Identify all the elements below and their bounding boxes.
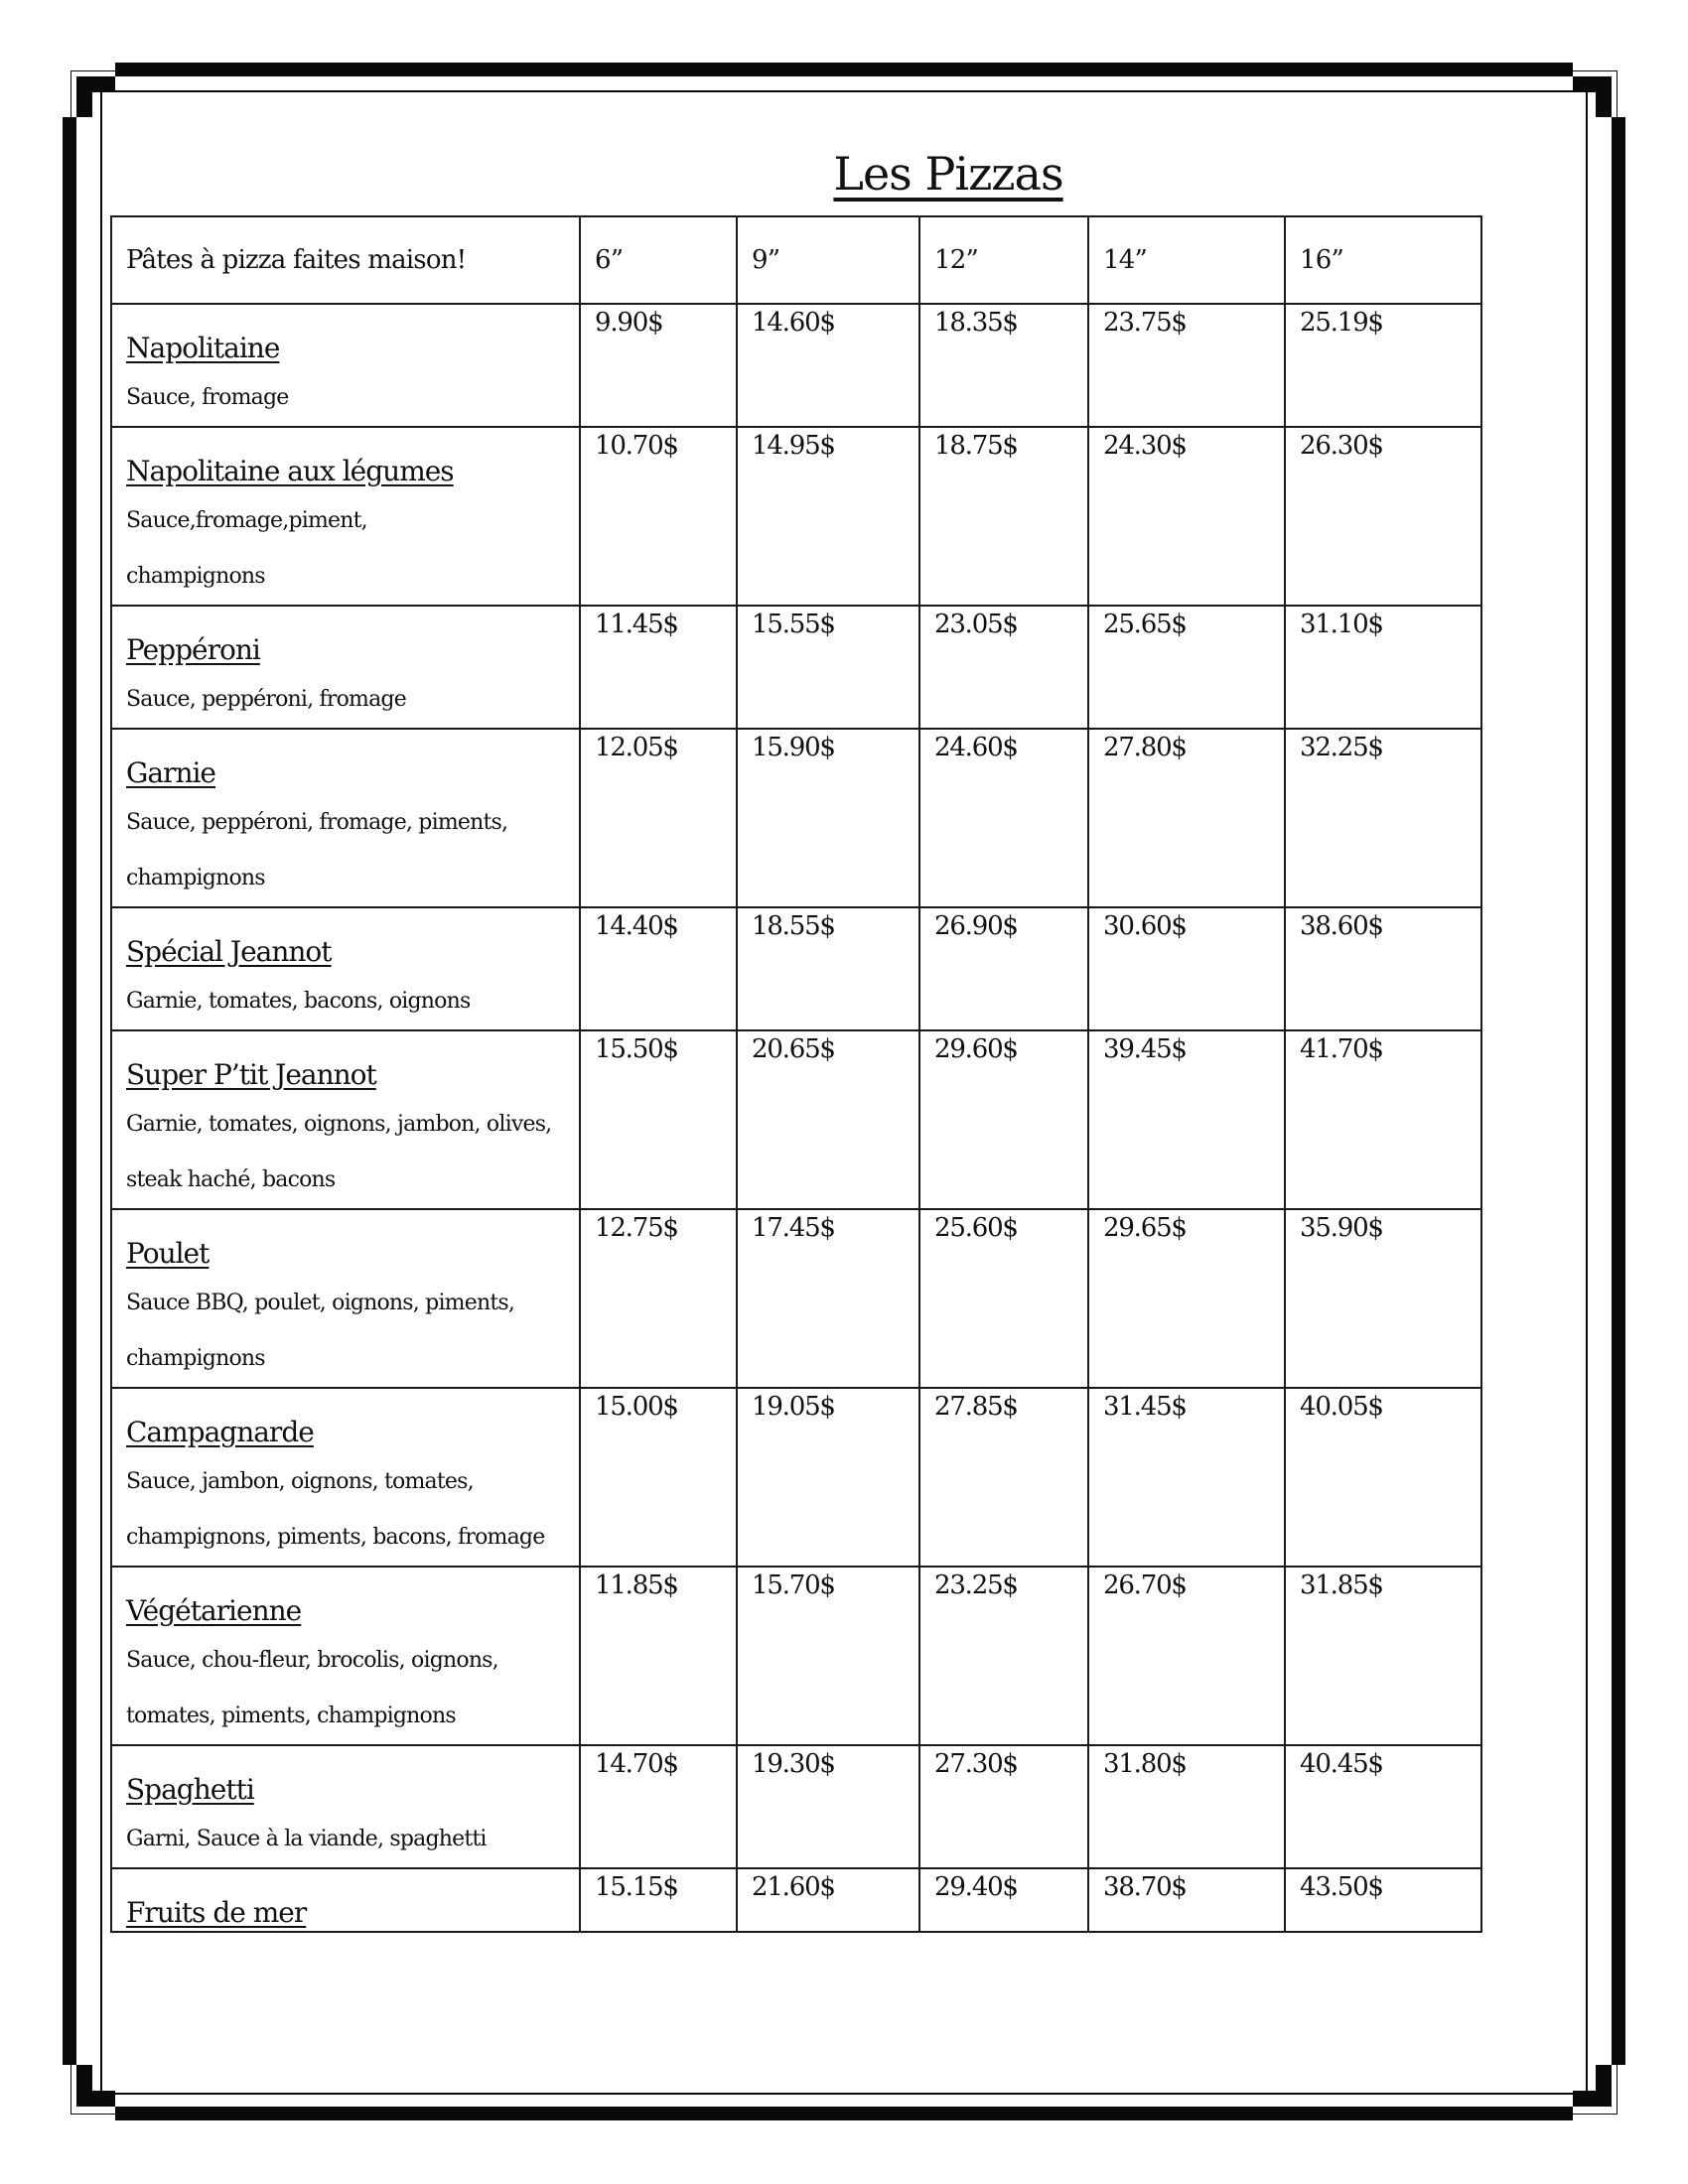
pizza-cell: [111, 1567, 580, 1745]
pizza-description-line: Sauce, chou-fleur, brocolis, oignons,: [126, 1648, 498, 1673]
price-cell: 25.60$: [919, 1209, 1088, 1388]
price-cell: 19.05$: [737, 1388, 919, 1567]
pizza-description-line: Garnie, tomates, oignons, jambon, olives,: [126, 1112, 552, 1137]
pizza-description-line: champignons, piments, bacons, fromage: [126, 1525, 545, 1550]
pizza-description: [126, 1633, 565, 1744]
pizza-description-line: Sauce, jambon, oignons, tomates,: [126, 1469, 474, 1494]
pizza-cell: [111, 304, 580, 427]
pizza-name: Poulet: [126, 1237, 210, 1270]
pizza-name: Super P’tit Jeannot: [126, 1058, 376, 1091]
price-cell: 25.65$: [1088, 606, 1285, 729]
pizza-name: Garnie: [126, 756, 216, 789]
price-cell: 38.60$: [1285, 907, 1481, 1030]
price-cell: 27.30$: [919, 1745, 1088, 1868]
pizza-cell: [111, 1745, 580, 1868]
pizza-description: [126, 795, 565, 906]
price-cell: 18.75$: [919, 427, 1088, 606]
price-cell: 21.60$: [737, 1868, 919, 1932]
price-cell: 26.30$: [1285, 427, 1481, 606]
price-cell: 11.45$: [580, 606, 737, 729]
pizza-description: [126, 1097, 565, 1208]
table-row: [111, 304, 1481, 427]
pizza-description: Sauce, peppéroni, fromage: [126, 687, 406, 712]
price-cell: 17.45$: [737, 1209, 919, 1388]
price-cell: 24.30$: [1088, 427, 1285, 606]
page-title: Les Pizzas: [833, 147, 1063, 201]
price-cell: 14.40$: [580, 907, 737, 1030]
price-cell: 40.05$: [1285, 1388, 1481, 1567]
pizza-cell: [111, 1030, 580, 1209]
price-cell: 29.65$: [1088, 1209, 1285, 1388]
table-row: [111, 1745, 1481, 1868]
pizza-description-line: Sauce,fromage,piment,: [126, 508, 367, 533]
price-cell: 18.55$: [737, 907, 919, 1030]
table-row: [111, 907, 1481, 1030]
price-cell: 25.19$: [1285, 304, 1481, 427]
price-cell: 30.60$: [1088, 907, 1285, 1030]
pizza-description-line: champignons: [126, 866, 265, 890]
pizza-cell: [111, 907, 580, 1030]
price-cell: 40.45$: [1285, 1745, 1481, 1868]
pizza-cell: [111, 1209, 580, 1388]
table-row: [111, 427, 1481, 606]
price-cell: 35.90$: [1285, 1209, 1481, 1388]
pizza-description-line: tomates, piments, champignons: [126, 1704, 456, 1728]
price-cell: 27.80$: [1088, 729, 1285, 907]
price-cell: 15.00$: [580, 1388, 737, 1567]
price-cell: 27.85$: [919, 1388, 1088, 1567]
price-cell: 31.45$: [1088, 1388, 1285, 1567]
table-row: [111, 729, 1481, 907]
pizza-cell: [111, 606, 580, 729]
price-cell: 15.55$: [737, 606, 919, 729]
pizza-name: Spécial Jeannot: [126, 935, 332, 968]
header-crust-label: Pâtes à pizza faites maison!: [111, 216, 580, 304]
price-cell: 15.50$: [580, 1030, 737, 1209]
pizza-name: Napolitaine aux légumes: [126, 455, 454, 487]
price-cell: 14.60$: [737, 304, 919, 427]
price-cell: 14.70$: [580, 1745, 737, 1868]
table-row: [111, 606, 1481, 729]
pizza-cell: [111, 729, 580, 907]
price-cell: 9.90$: [580, 304, 737, 427]
price-cell: 32.25$: [1285, 729, 1481, 907]
pizza-name: Spaghetti: [126, 1773, 254, 1806]
pizza-cell: [111, 1868, 580, 1932]
pizza-description-line: champignons: [126, 564, 265, 589]
pizza-name: Campagnarde: [126, 1416, 314, 1448]
price-cell: 38.70$: [1088, 1868, 1285, 1932]
price-cell: 14.95$: [737, 427, 919, 606]
pizza-name: Napolitaine: [126, 332, 280, 364]
size-header: 16”: [1285, 216, 1481, 304]
table-row: [111, 1388, 1481, 1567]
pizza-name: Peppéroni: [126, 633, 260, 666]
price-cell: 23.05$: [919, 606, 1088, 729]
price-cell: 31.85$: [1285, 1567, 1481, 1745]
pizza-name: Végétarienne: [126, 1594, 302, 1627]
price-cell: 20.65$: [737, 1030, 919, 1209]
pizza-description-line: steak haché, bacons: [126, 1167, 336, 1192]
price-cell: 18.35$: [919, 304, 1088, 427]
size-header: 12”: [919, 216, 1088, 304]
table-row: [111, 1030, 1481, 1209]
price-cell: 19.30$: [737, 1745, 919, 1868]
table-row: [111, 1209, 1481, 1388]
price-cell: 31.80$: [1088, 1745, 1285, 1868]
price-cell: 23.25$: [919, 1567, 1088, 1745]
pizza-description: [126, 1276, 565, 1387]
pizza-description: Garnie, tomates, bacons, oignons: [126, 989, 471, 1014]
table-row: [111, 1868, 1481, 1932]
price-cell: 15.90$: [737, 729, 919, 907]
table-header-row: [111, 216, 1481, 304]
price-cell: 12.75$: [580, 1209, 737, 1388]
price-cell: 26.90$: [919, 907, 1088, 1030]
pizza-description-line: champignons: [126, 1346, 265, 1371]
pizza-description: Sauce, fromage: [126, 385, 289, 410]
pizza-cell: [111, 1388, 580, 1567]
price-cell: 43.50$: [1285, 1868, 1481, 1932]
price-cell: 15.15$: [580, 1868, 737, 1932]
price-cell: 29.40$: [919, 1868, 1088, 1932]
size-header: 14”: [1088, 216, 1285, 304]
price-cell: 11.85$: [580, 1567, 737, 1745]
size-header: 9”: [737, 216, 919, 304]
table-row: [111, 1567, 1481, 1745]
size-header: 6”: [580, 216, 737, 304]
price-cell: 23.75$: [1088, 304, 1285, 427]
price-cell: 26.70$: [1088, 1567, 1285, 1745]
price-cell: 10.70$: [580, 427, 737, 606]
price-cell: 39.45$: [1088, 1030, 1285, 1209]
price-cell: 29.60$: [919, 1030, 1088, 1209]
price-cell: 24.60$: [919, 729, 1088, 907]
pizza-name: Fruits de mer: [126, 1896, 307, 1929]
price-cell: 12.05$: [580, 729, 737, 907]
pizza-cell: [111, 427, 580, 606]
pizza-description-line: Sauce, peppéroni, fromage, piments,: [126, 810, 508, 835]
price-cell: 15.70$: [737, 1567, 919, 1745]
pizza-description: [126, 493, 565, 605]
pizza-description-line: Sauce BBQ, poulet, oignons, piments,: [126, 1291, 515, 1315]
pizza-price-table: [110, 215, 1482, 1933]
pizza-description: Garni, Sauce à la viande, spaghetti: [126, 1827, 487, 1851]
pizza-description: [126, 1454, 565, 1566]
price-cell: 41.70$: [1285, 1030, 1481, 1209]
price-cell: 31.10$: [1285, 606, 1481, 729]
